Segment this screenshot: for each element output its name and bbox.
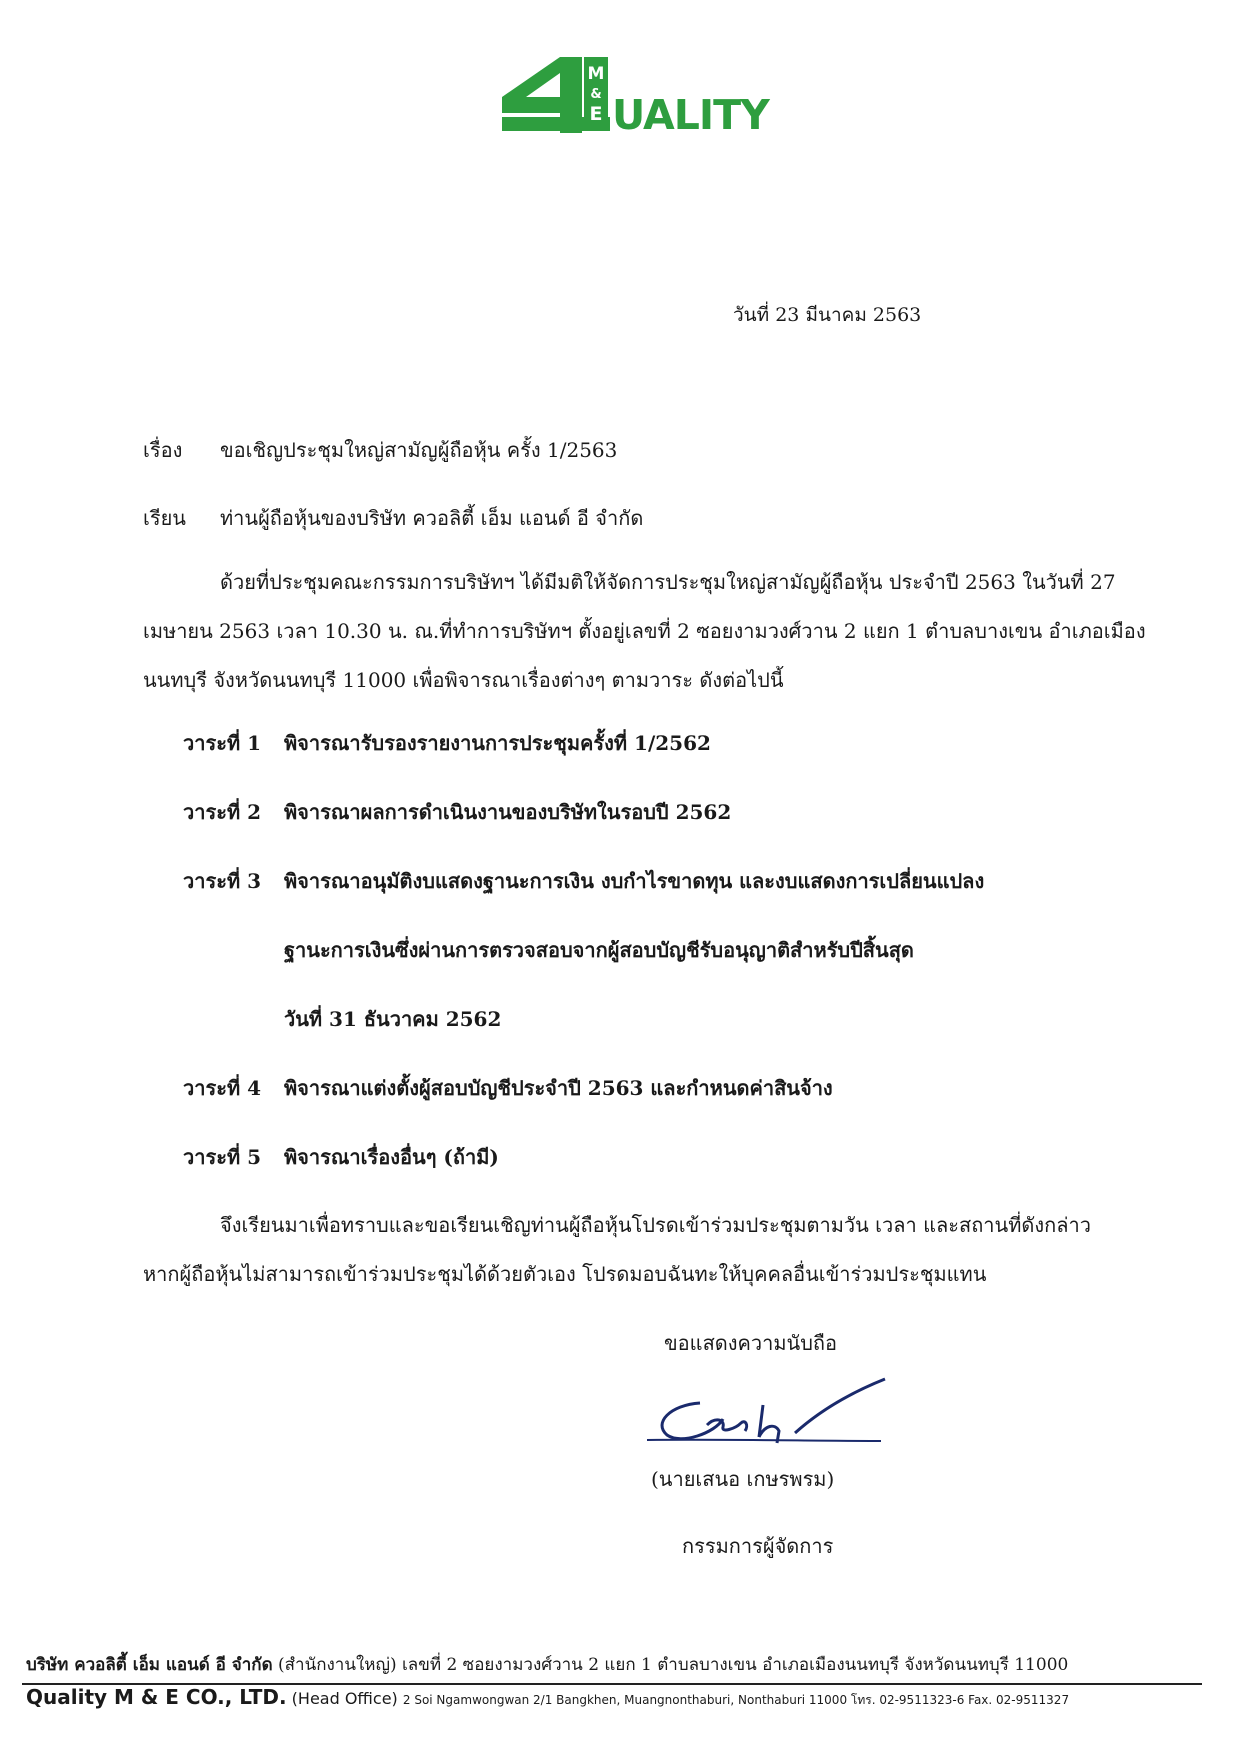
footer-head-office: (Head Office) <box>291 1689 398 1708</box>
logo-badge-m: M <box>587 64 605 84</box>
footer-thai <box>26 1651 1068 1678</box>
logo-badge-e: E <box>589 103 603 125</box>
closing-line: หากผู้ถือหุ้นไม่สามารถเข้าร่วมประชุมได้ด้วยตัวเอง โปรดมอบฉันทะให้บุคคลอื่นเข้าร่วมประชุมแทน <box>143 1262 987 1286</box>
closing-salutation: ขอแสดงความนับถือ <box>664 1331 838 1355</box>
closing-line: จึงเรียนมาเพื่อทราบและขอเรียนเชิญท่านผู้ถือหุ้นโปรดเข้าร่วมประชุมตามวัน เวลา และสถานที่ดังกล่าว <box>220 1213 1091 1237</box>
intro-line: เมษายน 2563 เวลา 10.30 น. ณ.ที่ทำการบริษัทฯ ตั้งอยู่เลขที่ 2 ซอยงามวงศ์วาน 2 แยก 1 ตำบลบางเขน อำเภอเมือง <box>143 619 1146 643</box>
agenda-2-label: วาระที่ 2 <box>183 800 262 824</box>
intro-paragraph <box>143 558 1146 705</box>
footer-address-th: (สำนักงานใหญ่) เลขที่ 2 ซอยงามวงศ์วาน 2 แยก 1 ตำบลบางเขน อำเภอเมืองนนทบุรี จังหวัดนนทบุรี 11000 <box>278 1655 1069 1675</box>
recipient-label: เรียน <box>143 506 186 530</box>
agenda-3-label: วาระที่ 3 <box>183 869 262 893</box>
footer-address-en: 2 Soi Ngamwongwan 2/1 Bangkhen, Muangnonthaburi, Nonthaburi 11000 โทร. 02-9511323-6 Fax. 02-9511327 <box>402 1693 1070 1707</box>
agenda-1-text: พิจารณารับรองรายงานการประชุมครั้งที่ 1/2562 <box>284 731 711 755</box>
agenda-3-text-line3: วันที่ 31 ธันวาคม 2562 <box>284 1007 502 1031</box>
subject-label: เรื่อง <box>143 438 183 462</box>
agenda-5-text: พิจารณาเรื่องอื่นๆ (ถ้ามี) <box>284 1145 499 1169</box>
agenda-4-text: พิจารณาแต่งตั้งผู้สอบบัญชีประจำปี 2563 และกำหนดค่าสินจ้าง <box>284 1076 833 1100</box>
footer-company-th: บริษัท ควอลิตี้ เอ็ม แอนด์ อี จำกัด <box>26 1655 273 1675</box>
agenda-2-text: พิจารณาผลการดำเนินงานของบริษัทในรอบปี 2562 <box>284 800 732 824</box>
agenda-5-label: วาระที่ 5 <box>183 1145 262 1169</box>
agenda-3-text-line2: ฐานะการเงินซึ่งผ่านการตรวจสอบจากผู้สอบบัญชีรับอนุญาติสำหรับปีสิ้นสุด <box>284 938 914 962</box>
closing-paragraph <box>143 1201 1096 1299</box>
intro-line: ด้วยที่ประชุมคณะกรรมการบริษัทฯ ได้มีมติให้จัดการประชุมใหญ่สามัญผู้ถือหุ้น ประจำปี 2563 ในวันที่ 27 <box>220 570 1116 594</box>
footer-company-en: Quality M & E CO., LTD. <box>26 1685 287 1709</box>
agenda-1-label: วาระที่ 1 <box>183 731 262 755</box>
agenda-4-label: วาระที่ 4 <box>183 1076 262 1100</box>
intro-line: นนทบุรี จังหวัดนนทบุรี 11000 เพื่อพิจารณาเรื่องต่างๆ ตามวาระ ดังต่อไปนี้ <box>143 668 784 692</box>
recipient-text: ท่านผู้ถือหุ้นของบริษัท ควอลิตี้ เอ็ม แอนด์ อี จำกัด <box>220 506 644 530</box>
subject-text: ขอเชิญประชุมใหญ่สามัญผู้ถือหุ้น ครั้ง 1/2563 <box>220 438 618 462</box>
company-logo <box>500 55 769 147</box>
signer-name: (นายเสนอ เกษรพรม) <box>651 1467 835 1491</box>
logo-wordmark: UALITY <box>612 91 769 139</box>
footer-english <box>26 1685 1069 1710</box>
letter-date: วันที่ 23 มีนาคม 2563 <box>733 304 922 326</box>
signer-title: กรรมการผู้จัดการ <box>682 1534 834 1558</box>
handwritten-signature <box>645 1375 935 1455</box>
agenda-3-text-line1: พิจารณาอนุมัติงบแสดงฐานะการเงิน งบกำไรขาดทุน และงบแสดงการเปลี่ยนแปลง <box>284 869 985 893</box>
logo-badge-amp: & <box>590 87 602 102</box>
